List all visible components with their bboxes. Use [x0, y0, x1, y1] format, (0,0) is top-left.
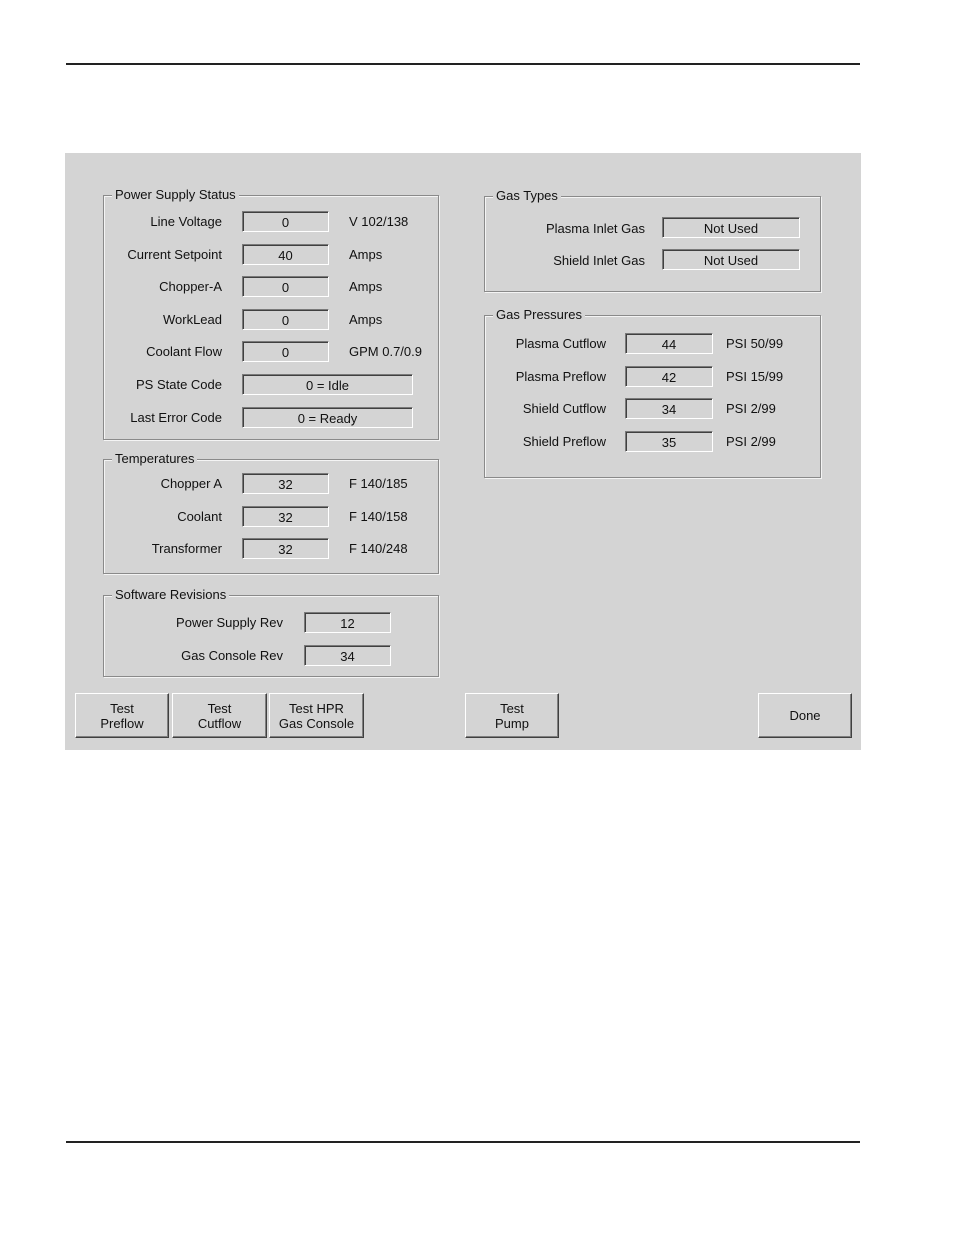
button-label-line: Cutflow — [197, 715, 242, 731]
shield-inlet-gas-value: Not Used — [662, 249, 800, 270]
button-label-line: Test — [110, 700, 134, 716]
current-setpoint-unit: Amps — [349, 247, 383, 262]
group-title: Software Revisions — [112, 587, 229, 603]
done-button-label: Done — [789, 708, 821, 723]
coolant-flow-value: 0 — [242, 341, 329, 362]
temp-coolant-label: Coolant — [177, 509, 222, 524]
power-supply-rev-label: Power Supply Rev — [176, 615, 283, 630]
test-preflow-button[interactable] — [75, 693, 169, 738]
gas-types-group — [484, 188, 821, 292]
line-voltage-value: 0 — [242, 211, 329, 232]
temp-chopper-a-unit: F 140/185 — [349, 476, 408, 491]
plasma-preflow-label: Plasma Preflow — [515, 369, 606, 384]
button-label-line: Preflow — [100, 715, 144, 731]
group-title: Gas Types — [493, 188, 561, 204]
last-error-code-value: 0 = Ready — [242, 407, 413, 428]
worklead-label: WorkLead — [162, 312, 222, 327]
coolant-flow-label: Coolant Flow — [146, 344, 222, 359]
power-supply-status-group — [103, 187, 439, 440]
bottom-rule — [66, 1141, 860, 1143]
plasma-preflow-value: 42 — [625, 366, 713, 387]
shield-cutflow-label: Shield Cutflow — [522, 401, 606, 416]
button-label-line: Gas Console — [278, 715, 355, 731]
gas-console-rev-label: Gas Console Rev — [181, 648, 283, 663]
button-label-line: Test — [207, 700, 232, 716]
temp-coolant-value: 32 — [242, 506, 329, 527]
group-title: Power Supply Status — [112, 187, 239, 203]
test-pump-button[interactable] — [465, 693, 559, 738]
dialog-panel — [65, 153, 861, 750]
ps-state-code-value: 0 = Idle — [242, 374, 413, 395]
shield-cutflow-value: 34 — [625, 398, 713, 419]
current-setpoint-label: Current Setpoint — [127, 247, 222, 262]
last-error-code-label: Last Error Code — [130, 410, 222, 425]
done-button[interactable] — [758, 693, 852, 738]
line-voltage-label: Line Voltage — [150, 214, 222, 229]
coolant-flow-unit: GPM 0.7/0.9 — [349, 344, 422, 359]
button-label-line: Pump — [495, 715, 529, 731]
software-revisions-group — [103, 587, 439, 677]
button-label-line: Test — [500, 700, 524, 716]
temp-coolant-unit: F 140/158 — [349, 509, 408, 524]
current-setpoint-value: 40 — [242, 244, 329, 265]
plasma-cutflow-value: 44 — [625, 333, 713, 354]
gas-pressures-group — [484, 307, 821, 478]
plasma-cutflow-label: Plasma Cutflow — [515, 336, 606, 351]
chopper-a-label: Chopper-A — [159, 279, 222, 294]
test-cutflow-button[interactable] — [172, 693, 267, 738]
plasma-preflow-unit: PSI 15/99 — [726, 369, 784, 384]
top-rule — [66, 63, 860, 65]
plasma-inlet-gas-value: Not Used — [662, 217, 800, 238]
gas-console-rev-value: 34 — [304, 645, 391, 666]
temperatures-group — [103, 451, 439, 574]
chopper-a-unit: Amps — [349, 279, 383, 294]
temp-transformer-value: 32 — [242, 538, 329, 559]
shield-preflow-label: Shield Preflow — [522, 434, 606, 449]
ps-state-code-label: PS State Code — [136, 377, 222, 392]
shield-preflow-value: 35 — [625, 431, 713, 452]
shield-inlet-gas-label: Shield Inlet Gas — [553, 253, 645, 268]
group-title: Temperatures — [112, 451, 197, 467]
power-supply-rev-value: 12 — [304, 612, 391, 633]
worklead-unit: Amps — [349, 312, 383, 327]
shield-cutflow-unit: PSI 2/99 — [726, 401, 776, 416]
temp-transformer-unit: F 140/248 — [349, 541, 408, 556]
line-voltage-unit: V 102/138 — [349, 214, 409, 229]
worklead-value: 0 — [242, 309, 329, 330]
test-hpr-gas-console-button[interactable] — [269, 693, 364, 738]
chopper-a-value: 0 — [242, 276, 329, 297]
button-label-line: Test HPR — [289, 700, 344, 716]
group-title: Gas Pressures — [493, 307, 585, 323]
shield-preflow-unit: PSI 2/99 — [726, 434, 776, 449]
plasma-inlet-gas-label: Plasma Inlet Gas — [546, 221, 645, 236]
temp-transformer-label: Transformer — [151, 541, 222, 556]
temp-chopper-a-label: Chopper A — [160, 476, 222, 491]
plasma-cutflow-unit: PSI 50/99 — [726, 336, 784, 351]
temp-chopper-a-value: 32 — [242, 473, 329, 494]
